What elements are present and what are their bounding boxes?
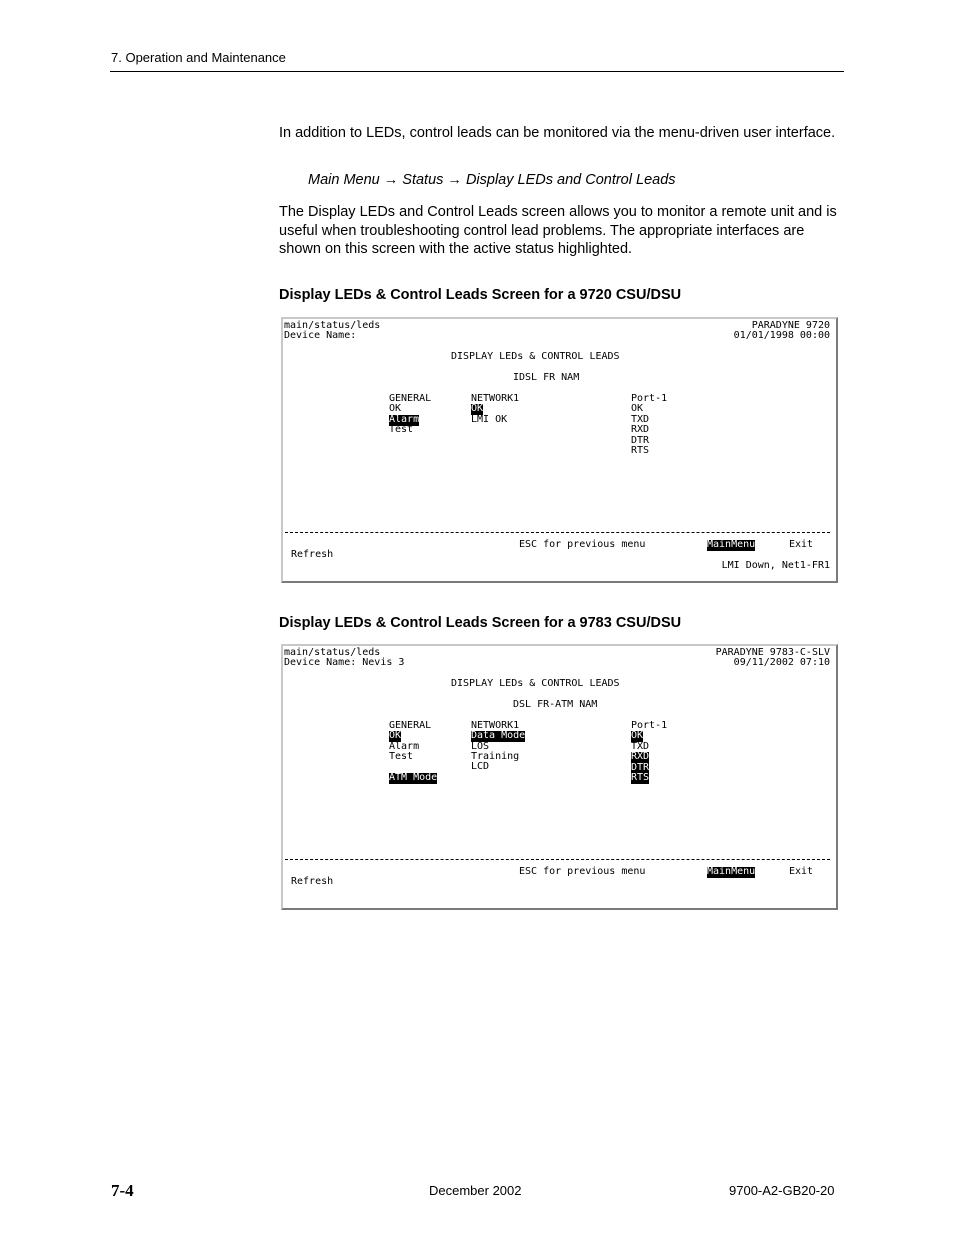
port-rxd-active: RXD bbox=[631, 751, 650, 762]
screen-path: main/status/leds bbox=[284, 647, 381, 658]
screen2-caption: Display LEDs & Control Leads Screen for a 9783 CSU/DSU bbox=[279, 615, 682, 631]
device-name: Device Name: Nevis 3 bbox=[284, 657, 405, 668]
device-name: Device Name: bbox=[284, 330, 357, 341]
refresh-button[interactable]: Refresh bbox=[291, 549, 334, 560]
network-lmi: LMI OK bbox=[471, 414, 508, 425]
screen-subtitle: DSL FR-ATM NAM bbox=[513, 699, 598, 710]
screen2-terminal bbox=[281, 644, 838, 910]
general-ok-active: OK bbox=[389, 730, 402, 741]
screen-title: DISPLAY LEDs & CONTROL LEADS bbox=[451, 351, 620, 362]
screen-subtitle: IDSL FR NAM bbox=[513, 372, 580, 383]
network-header: NETWORK1 bbox=[471, 720, 520, 731]
header-rule bbox=[110, 71, 844, 72]
port-header: Port-1 bbox=[631, 393, 668, 404]
status-message: LMI Down, Net1-FR1 bbox=[721, 560, 830, 571]
port-txd: TXD bbox=[631, 414, 650, 425]
date-time: 09/11/2002 07:10 bbox=[733, 657, 830, 668]
port-rxd: RXD bbox=[631, 424, 650, 435]
port-rts-active: RTS bbox=[631, 772, 650, 783]
network-los: LOS bbox=[471, 741, 490, 752]
description-paragraph: The Display LEDs and Control Leads screen allows you to monitor a remote unit and is useful when troubleshooting control lead problems. The appropriate interfaces are shown on this screen with the active status highlighted. bbox=[279, 204, 837, 257]
port-rts: RTS bbox=[631, 445, 650, 456]
general-header: GENERAL bbox=[389, 393, 432, 404]
document-number: 9700-A2-GB20-20 bbox=[729, 1183, 835, 1198]
running-header: 7. Operation and Maintenance bbox=[111, 50, 286, 65]
general-test: Test bbox=[389, 751, 414, 762]
network-data-mode-active: Data Mode bbox=[471, 730, 526, 741]
general-alarm-active: Alarm bbox=[389, 414, 420, 425]
screen-path: main/status/leds bbox=[284, 320, 381, 331]
screen1-caption: Display LEDs & Control Leads Screen for a 9720 CSU/DSU bbox=[279, 287, 682, 303]
port-ok: OK bbox=[631, 403, 644, 414]
refresh-button[interactable]: Refresh bbox=[291, 876, 334, 887]
page-number: 7-4 bbox=[111, 1181, 134, 1200]
port-dtr-active: DTR bbox=[631, 762, 650, 773]
network-ok-active: OK bbox=[471, 403, 484, 414]
date-time: 01/01/1998 00:00 bbox=[733, 330, 830, 341]
publication-date: December 2002 bbox=[429, 1183, 522, 1198]
port-ok-active: OK bbox=[631, 730, 644, 741]
menu-path: Main Menu → Status → Display LEDs and Control Leads bbox=[308, 172, 676, 188]
exit-button[interactable]: Exit bbox=[789, 866, 814, 877]
exit-button[interactable]: Exit bbox=[789, 539, 814, 550]
esc-hint: ESC for previous menu bbox=[519, 866, 646, 877]
network-training: Training bbox=[471, 751, 520, 762]
screen-title: DISPLAY LEDs & CONTROL LEADS bbox=[451, 678, 620, 689]
main-menu-button[interactable]: MainMenu bbox=[707, 539, 756, 550]
port-header: Port-1 bbox=[631, 720, 668, 731]
general-test: Test bbox=[389, 424, 414, 435]
screen-divider bbox=[285, 859, 830, 860]
general-ok: OK bbox=[389, 403, 402, 414]
screen1-terminal bbox=[281, 317, 838, 583]
general-header: GENERAL bbox=[389, 720, 432, 731]
product-name: PARADYNE 9783-C-SLV bbox=[715, 647, 830, 658]
esc-hint: ESC for previous menu bbox=[519, 539, 646, 550]
general-alarm: Alarm bbox=[389, 741, 420, 752]
intro-paragraph: In addition to LEDs, control leads can be monitored via the menu-driven user interface. bbox=[279, 125, 836, 141]
screen-divider bbox=[285, 532, 830, 533]
port-dtr: DTR bbox=[631, 435, 650, 446]
product-name: PARADYNE 9720 bbox=[751, 320, 830, 331]
main-menu-button[interactable]: MainMenu bbox=[707, 866, 756, 877]
network-header: NETWORK1 bbox=[471, 393, 520, 404]
port-txd: TXD bbox=[631, 741, 650, 752]
network-lcd: LCD bbox=[471, 761, 490, 772]
general-atm-mode-active: ATM Mode bbox=[389, 772, 438, 783]
